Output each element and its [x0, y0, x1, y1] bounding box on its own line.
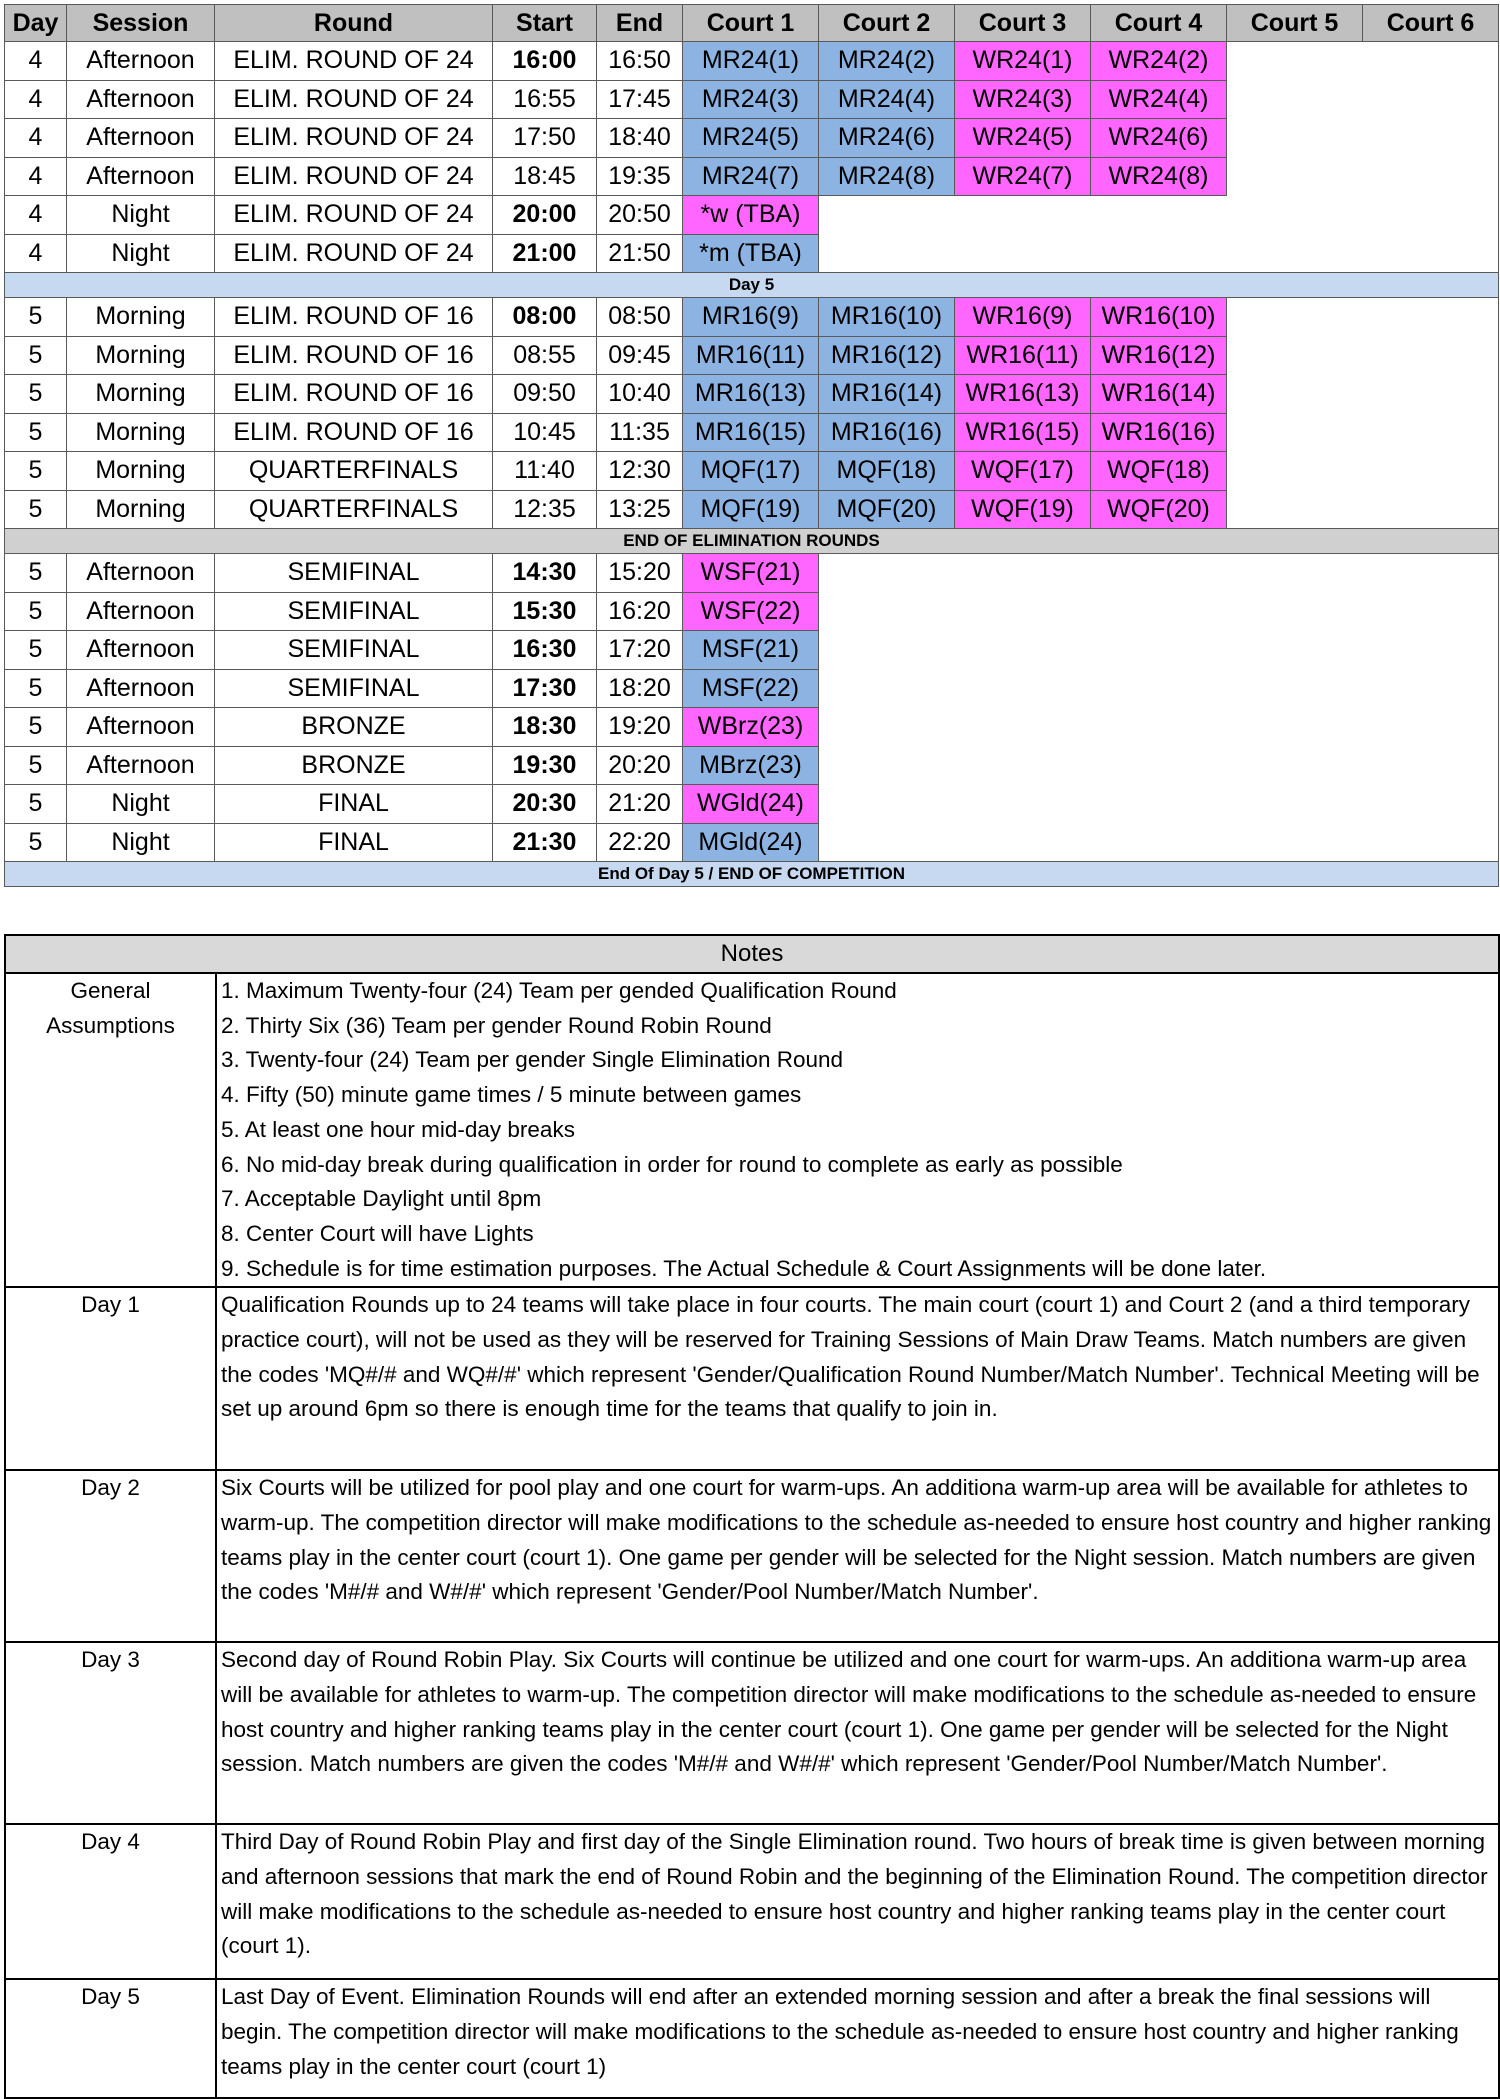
start-cell: 18:45: [493, 157, 597, 196]
notes-day-label: Day 3: [5, 1642, 216, 1824]
court-empty-cell: [1091, 234, 1227, 273]
court-empty-cell: [1363, 490, 1499, 529]
court-match-cell: WQF(17): [955, 452, 1091, 491]
court-empty-cell: [955, 631, 1091, 670]
court-match-cell: MR24(7): [683, 157, 819, 196]
court-empty-cell: [1091, 708, 1227, 747]
schedule-row: [5, 490, 1499, 529]
start-cell: 14:30: [493, 554, 597, 593]
court-empty-cell: [1227, 298, 1363, 337]
session-cell: Afternoon: [67, 119, 215, 158]
court-match-cell: MR24(3): [683, 80, 819, 119]
court-match-cell: WR16(9): [955, 298, 1091, 337]
end-cell: 21:50: [597, 234, 683, 273]
court-empty-cell: [1227, 119, 1363, 158]
round-cell: ELIM. ROUND OF 24: [215, 157, 493, 196]
notes-day-text: Six Courts will be utilized for pool play and one court for warm-ups. An additiona warm-up area will be available for athletes to warm-up. The competition director will make modifications to the schedule as-needed to ensure host country and higher ranking teams play in the center court (court 1). One game per gender will be selected for the Night session. Match numbers are given the codes 'M#/# and W#/#' which represent 'Gender/Pool Number/Match Number'.: [216, 1470, 1499, 1642]
round-cell: BRONZE: [215, 746, 493, 785]
notes-title: Notes: [5, 935, 1499, 973]
header-cell: End: [597, 5, 683, 42]
court-empty-cell: [819, 746, 955, 785]
notes-body: [5, 973, 1499, 2098]
court-empty-cell: [955, 234, 1091, 273]
schedule-row: [5, 336, 1499, 375]
notes-day-row: [5, 1824, 1499, 1979]
court-match-cell: MR16(13): [683, 375, 819, 414]
day-cell: 5: [5, 823, 67, 862]
court-empty-cell: [1227, 823, 1363, 862]
court-empty-cell: [1227, 708, 1363, 747]
session-cell: Afternoon: [67, 746, 215, 785]
court-match-cell: MQF(17): [683, 452, 819, 491]
end-cell: 12:30: [597, 452, 683, 491]
start-cell: 15:30: [493, 592, 597, 631]
schedule-row: [5, 785, 1499, 824]
court-empty-cell: [1227, 336, 1363, 375]
schedule-row: [5, 592, 1499, 631]
court-empty-cell: [955, 785, 1091, 824]
court-match-cell: WR24(7): [955, 157, 1091, 196]
court-empty-cell: [1091, 592, 1227, 631]
start-cell: 16:30: [493, 631, 597, 670]
day-cell: 5: [5, 298, 67, 337]
schedule-body: [5, 42, 1499, 887]
start-cell: 18:30: [493, 708, 597, 747]
header-cell: Court 4: [1091, 5, 1227, 42]
schedule-row: [5, 375, 1499, 414]
notes-general-items: [216, 973, 1499, 1287]
court-empty-cell: [1363, 196, 1499, 235]
header-cell: Court 3: [955, 5, 1091, 42]
day-cell: 5: [5, 554, 67, 593]
court-empty-cell: [1227, 746, 1363, 785]
end-cell: 21:20: [597, 785, 683, 824]
notes-day-row: [5, 1287, 1499, 1470]
schedule-separator-row: [5, 273, 1499, 298]
header-cell: Court 6: [1363, 5, 1499, 42]
start-cell: 16:55: [493, 80, 597, 119]
session-cell: Afternoon: [67, 42, 215, 81]
schedule-separator-row: [5, 862, 1499, 887]
assumption-item: 3. Twenty-four (24) Team per gender Single Elimination Round: [221, 1047, 844, 1073]
court-empty-cell: [1227, 375, 1363, 414]
court-match-cell: WQF(20): [1091, 490, 1227, 529]
assumption-item: 5. At least one hour mid-day breaks: [221, 1116, 575, 1142]
day-cell: 5: [5, 631, 67, 670]
court-match-cell: MR16(11): [683, 336, 819, 375]
day-cell: 4: [5, 80, 67, 119]
end-cell: 16:20: [597, 592, 683, 631]
end-cell: 13:25: [597, 490, 683, 529]
notes-day-text: Last Day of Event. Elimination Rounds will end after an extended morning session and after a break the final sessions will begin. The competition director will make modifications to the schedule as-needed to ensure host country and higher ranking teams play in the center court (court 1): [216, 1979, 1499, 2098]
assumption-item: 9. Schedule is for time estimation purposes. The Actual Schedule & Court Assignments will be done later.: [221, 1255, 1267, 1281]
round-cell: ELIM. ROUND OF 16: [215, 298, 493, 337]
court-match-cell: MBrz(23): [683, 746, 819, 785]
court-match-cell: *w (TBA): [683, 196, 819, 235]
session-cell: Morning: [67, 452, 215, 491]
session-cell: Afternoon: [67, 80, 215, 119]
court-empty-cell: [1091, 631, 1227, 670]
round-cell: SEMIFINAL: [215, 592, 493, 631]
notes-day-label: Day 1: [5, 1287, 216, 1470]
court-match-cell: WR16(16): [1091, 413, 1227, 452]
court-match-cell: WR24(5): [955, 119, 1091, 158]
separator-label: End Of Day 5 / END OF COMPETITION: [5, 862, 1499, 887]
end-cell: 17:20: [597, 631, 683, 670]
court-match-cell: WR16(13): [955, 375, 1091, 414]
court-match-cell: WR24(3): [955, 80, 1091, 119]
court-empty-cell: [1227, 196, 1363, 235]
court-match-cell: MR16(16): [819, 413, 955, 452]
court-empty-cell: [1363, 631, 1499, 670]
court-empty-cell: [1227, 452, 1363, 491]
schedule-row: [5, 452, 1499, 491]
court-empty-cell: [819, 234, 955, 273]
session-cell: Afternoon: [67, 592, 215, 631]
court-match-cell: MGld(24): [683, 823, 819, 862]
end-cell: 19:35: [597, 157, 683, 196]
court-match-cell: MR24(4): [819, 80, 955, 119]
day-cell: 5: [5, 490, 67, 529]
notes-day-label: Day 5: [5, 1979, 216, 2098]
court-match-cell: MQF(20): [819, 490, 955, 529]
end-cell: 20:20: [597, 746, 683, 785]
start-cell: 17:50: [493, 119, 597, 158]
day-cell: 5: [5, 452, 67, 491]
header-cell: Court 1: [683, 5, 819, 42]
end-cell: 16:50: [597, 42, 683, 81]
court-empty-cell: [1227, 785, 1363, 824]
court-empty-cell: [1091, 785, 1227, 824]
day-cell: 4: [5, 42, 67, 81]
schedule-row: [5, 234, 1499, 273]
court-empty-cell: [1091, 823, 1227, 862]
court-match-cell: WQF(19): [955, 490, 1091, 529]
start-cell: 11:40: [493, 452, 597, 491]
round-cell: ELIM. ROUND OF 24: [215, 42, 493, 81]
round-cell: ELIM. ROUND OF 16: [215, 413, 493, 452]
start-cell: 20:30: [493, 785, 597, 824]
start-cell: 12:35: [493, 490, 597, 529]
notes-day-text: Second day of Round Robin Play. Six Courts will continue be utilized and one court for warm-ups. An additiona warm-up area will be available for athletes to warm-up. The competition director will make modifications to the schedule as-needed to ensure host country and higher ranking teams play in the center court (court 1). One game per gender will be selected for the Night session. Match numbers are given the codes 'M#/# and W#/#' which represent 'Gender/Pool Number/Match Number'.: [216, 1642, 1499, 1824]
start-cell: 10:45: [493, 413, 597, 452]
court-empty-cell: [955, 708, 1091, 747]
notes-day-label: Day 4: [5, 1824, 216, 1979]
court-match-cell: MQF(18): [819, 452, 955, 491]
session-cell: Afternoon: [67, 669, 215, 708]
court-match-cell: *m (TBA): [683, 234, 819, 273]
court-empty-cell: [955, 196, 1091, 235]
round-cell: ELIM. ROUND OF 24: [215, 119, 493, 158]
court-match-cell: MR24(1): [683, 42, 819, 81]
end-cell: 20:50: [597, 196, 683, 235]
day-cell: 5: [5, 785, 67, 824]
end-cell: 18:20: [597, 669, 683, 708]
schedule-header-row: [5, 5, 1499, 42]
court-match-cell: MR16(9): [683, 298, 819, 337]
court-empty-cell: [1227, 157, 1363, 196]
notes-day-text: Third Day of Round Robin Play and first day of the Single Elimination round. Two hours of break time is given between morning and afternoon sessions that mark the end of Round Robin and the beginning of the Elimination Round. The competition director will make modifications to the schedule as-needed to ensure host country and higher ranking teams play in the center court (court 1).: [216, 1824, 1499, 1979]
court-empty-cell: [1363, 452, 1499, 491]
assumption-item: 1. Maximum Twenty-four (24) Team per gended Qualification Round: [221, 978, 897, 1003]
separator-label: Day 5: [5, 273, 1499, 298]
court-match-cell: MR16(15): [683, 413, 819, 452]
notes-day-label: Day 2: [5, 1470, 216, 1642]
schedule-row: [5, 196, 1499, 235]
day-cell: 5: [5, 336, 67, 375]
day-cell: 5: [5, 746, 67, 785]
end-cell: 18:40: [597, 119, 683, 158]
court-empty-cell: [1363, 413, 1499, 452]
session-cell: Night: [67, 785, 215, 824]
session-cell: Night: [67, 823, 215, 862]
schedule-row: [5, 631, 1499, 670]
court-empty-cell: [1227, 592, 1363, 631]
assumption-item: 4. Fifty (50) minute game times / 5 minute between games: [221, 1082, 802, 1108]
court-match-cell: WR16(15): [955, 413, 1091, 452]
notes-general-row: [5, 973, 1499, 1287]
header-cell: Court 5: [1227, 5, 1363, 42]
court-empty-cell: [1227, 490, 1363, 529]
start-cell: 17:30: [493, 669, 597, 708]
court-match-cell: WGld(24): [683, 785, 819, 824]
court-empty-cell: [1363, 669, 1499, 708]
start-cell: 16:00: [493, 42, 597, 81]
court-empty-cell: [1363, 375, 1499, 414]
court-match-cell: WR24(2): [1091, 42, 1227, 81]
round-cell: BRONZE: [215, 708, 493, 747]
end-cell: 11:35: [597, 413, 683, 452]
round-cell: ELIM. ROUND OF 16: [215, 336, 493, 375]
court-empty-cell: [1363, 592, 1499, 631]
day-cell: 5: [5, 375, 67, 414]
round-cell: ELIM. ROUND OF 24: [215, 234, 493, 273]
schedule-row: [5, 42, 1499, 81]
court-match-cell: MR24(2): [819, 42, 955, 81]
header-cell: Court 2: [819, 5, 955, 42]
schedule-row: [5, 157, 1499, 196]
start-cell: 20:00: [493, 196, 597, 235]
court-empty-cell: [819, 823, 955, 862]
court-empty-cell: [1363, 336, 1499, 375]
court-empty-cell: [1363, 823, 1499, 862]
court-empty-cell: [819, 631, 955, 670]
assumption-item: 6. No mid-day break during qualification in order for round to complete as early as possible: [221, 1151, 1123, 1177]
court-empty-cell: [1363, 42, 1499, 81]
session-cell: Morning: [67, 336, 215, 375]
court-match-cell: MR16(10): [819, 298, 955, 337]
court-empty-cell: [1363, 80, 1499, 119]
round-cell: FINAL: [215, 785, 493, 824]
round-cell: ELIM. ROUND OF 24: [215, 80, 493, 119]
court-match-cell: MQF(19): [683, 490, 819, 529]
end-cell: 09:45: [597, 336, 683, 375]
header-cell: Day: [5, 5, 67, 42]
session-cell: Morning: [67, 490, 215, 529]
start-cell: 21:00: [493, 234, 597, 273]
schedule-row: [5, 298, 1499, 337]
court-match-cell: WR16(10): [1091, 298, 1227, 337]
court-empty-cell: [1091, 746, 1227, 785]
end-cell: 10:40: [597, 375, 683, 414]
court-match-cell: WR16(14): [1091, 375, 1227, 414]
day-cell: 5: [5, 669, 67, 708]
court-empty-cell: [1363, 554, 1499, 593]
session-cell: Morning: [67, 375, 215, 414]
start-cell: 08:55: [493, 336, 597, 375]
day-cell: 5: [5, 413, 67, 452]
court-empty-cell: [1363, 234, 1499, 273]
round-cell: SEMIFINAL: [215, 669, 493, 708]
day-cell: 4: [5, 157, 67, 196]
schedule-row: [5, 708, 1499, 747]
court-empty-cell: [1363, 785, 1499, 824]
court-empty-cell: [1363, 119, 1499, 158]
court-match-cell: WBrz(23): [683, 708, 819, 747]
separator-label: END OF ELIMINATION ROUNDS: [5, 529, 1499, 554]
court-empty-cell: [819, 669, 955, 708]
end-cell: 17:45: [597, 80, 683, 119]
court-match-cell: MSF(21): [683, 631, 819, 670]
assumption-item: 7. Acceptable Daylight until 8pm: [221, 1186, 542, 1212]
start-cell: 08:00: [493, 298, 597, 337]
day-cell: 4: [5, 119, 67, 158]
court-empty-cell: [1227, 631, 1363, 670]
round-cell: FINAL: [215, 823, 493, 862]
start-cell: 09:50: [493, 375, 597, 414]
end-cell: 19:20: [597, 708, 683, 747]
session-cell: Night: [67, 196, 215, 235]
notes-day-row: [5, 1470, 1499, 1642]
court-empty-cell: [819, 592, 955, 631]
round-cell: SEMIFINAL: [215, 554, 493, 593]
day-cell: 4: [5, 196, 67, 235]
court-empty-cell: [1091, 196, 1227, 235]
court-empty-cell: [955, 592, 1091, 631]
notes-table: [4, 934, 1500, 2099]
end-cell: 22:20: [597, 823, 683, 862]
court-empty-cell: [1227, 554, 1363, 593]
notes-general-label: General Assumptions: [5, 973, 216, 1287]
court-empty-cell: [1091, 554, 1227, 593]
court-empty-cell: [955, 746, 1091, 785]
round-cell: ELIM. ROUND OF 24: [215, 196, 493, 235]
session-cell: Morning: [67, 298, 215, 337]
court-empty-cell: [1227, 413, 1363, 452]
court-empty-cell: [1227, 669, 1363, 708]
court-empty-cell: [819, 196, 955, 235]
court-empty-cell: [1363, 746, 1499, 785]
schedule-row: [5, 669, 1499, 708]
court-empty-cell: [819, 554, 955, 593]
day-cell: 5: [5, 708, 67, 747]
court-match-cell: MR16(12): [819, 336, 955, 375]
notes-day-row: [5, 1979, 1499, 2098]
schedule-row: [5, 554, 1499, 593]
court-match-cell: WR24(1): [955, 42, 1091, 81]
court-empty-cell: [819, 708, 955, 747]
assumption-item: 2. Thirty Six (36) Team per gender Round Robin Round: [221, 1012, 772, 1038]
notes-day-text: Qualification Rounds up to 24 teams will take place in four courts. The main court (court 1) and Court 2 (and a third temporary practice court), will not be used as they will be reserved for Training Sessions of Main Draw Teams. Match numbers are given the codes 'MQ#/# and WQ#/#' which represent 'Gender/Qualification Round Number/Match Number'. Technical Meeting will be set up around 6pm so there is enough time for the teams that qualify to join in.: [216, 1287, 1499, 1470]
start-cell: 21:30: [493, 823, 597, 862]
session-cell: Morning: [67, 413, 215, 452]
court-empty-cell: [1227, 42, 1363, 81]
session-cell: Afternoon: [67, 631, 215, 670]
court-match-cell: MR24(6): [819, 119, 955, 158]
session-cell: Afternoon: [67, 708, 215, 747]
notes-day-row: [5, 1642, 1499, 1824]
court-match-cell: WR24(6): [1091, 119, 1227, 158]
court-match-cell: MR16(14): [819, 375, 955, 414]
court-match-cell: WR16(11): [955, 336, 1091, 375]
round-cell: QUARTERFINALS: [215, 452, 493, 491]
start-cell: 19:30: [493, 746, 597, 785]
court-empty-cell: [1091, 669, 1227, 708]
header-cell: Start: [493, 5, 597, 42]
court-empty-cell: [1227, 234, 1363, 273]
end-cell: 15:20: [597, 554, 683, 593]
court-match-cell: MSF(22): [683, 669, 819, 708]
court-empty-cell: [955, 823, 1091, 862]
assumption-item: 8. Center Court will have Lights: [221, 1220, 534, 1246]
court-match-cell: WR16(12): [1091, 336, 1227, 375]
court-empty-cell: [1227, 80, 1363, 119]
court-match-cell: WSF(22): [683, 592, 819, 631]
schedule-separator-row: [5, 529, 1499, 554]
session-cell: Afternoon: [67, 157, 215, 196]
court-match-cell: MR24(5): [683, 119, 819, 158]
court-empty-cell: [1363, 157, 1499, 196]
court-match-cell: MR24(8): [819, 157, 955, 196]
court-empty-cell: [819, 785, 955, 824]
court-empty-cell: [955, 669, 1091, 708]
court-match-cell: WSF(21): [683, 554, 819, 593]
day-cell: 4: [5, 234, 67, 273]
session-cell: Afternoon: [67, 554, 215, 593]
header-cell: Round: [215, 5, 493, 42]
schedule-row: [5, 119, 1499, 158]
court-empty-cell: [1363, 708, 1499, 747]
round-cell: SEMIFINAL: [215, 631, 493, 670]
court-empty-cell: [1363, 298, 1499, 337]
court-empty-cell: [955, 554, 1091, 593]
header-cell: Session: [67, 5, 215, 42]
round-cell: QUARTERFINALS: [215, 490, 493, 529]
schedule-row: [5, 413, 1499, 452]
schedule-table: [4, 4, 1499, 887]
schedule-row: [5, 80, 1499, 119]
session-cell: Night: [67, 234, 215, 273]
day-cell: 5: [5, 592, 67, 631]
court-match-cell: WR24(8): [1091, 157, 1227, 196]
court-match-cell: WQF(18): [1091, 452, 1227, 491]
court-match-cell: WR24(4): [1091, 80, 1227, 119]
end-cell: 08:50: [597, 298, 683, 337]
schedule-row: [5, 823, 1499, 862]
round-cell: ELIM. ROUND OF 16: [215, 375, 493, 414]
schedule-row: [5, 746, 1499, 785]
